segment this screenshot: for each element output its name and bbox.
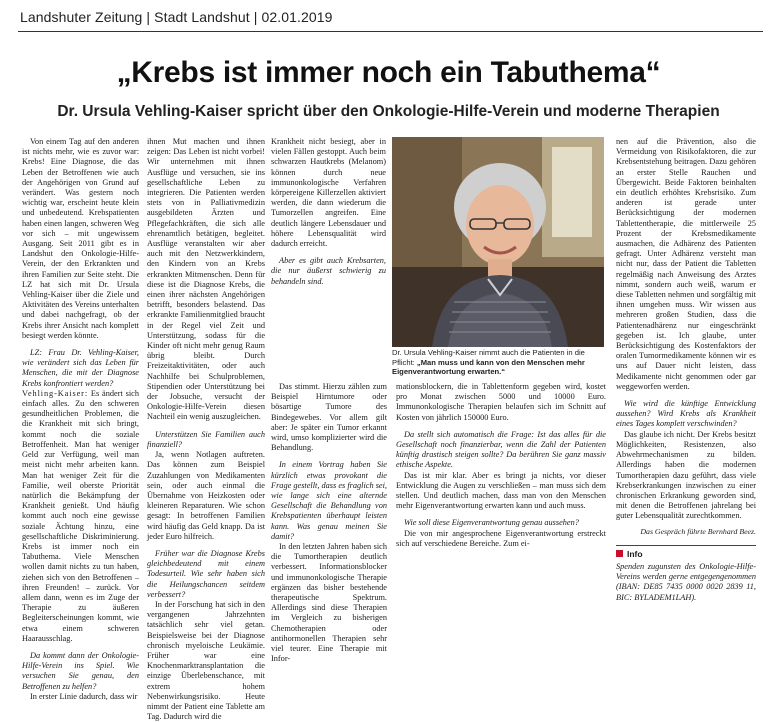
question: Aber es gibt auch Krebsarten, die nur äußerst schwierig zu behandeln sind. — [271, 256, 386, 286]
speaker-name: Vehling-Kaiser: — [22, 388, 89, 398]
column-3-upper — [271, 137, 386, 387]
question: Da stellt sich automatisch die Frage: Ist das alles für die Gesellschaft noch finanzierbar, wenn die Zahl der Patienten künftig drastisch steigen sollte? Da berühren Sie ganz massiv ethische Aspekte. — [396, 429, 606, 470]
article-title: „Krebs ist immer noch ein Tabuthema“ — [116, 56, 661, 89]
caption-quote: „Man muss und kann von den Menschen mehr Eigenverantwortung erwarten.“ — [392, 357, 585, 377]
answer: In der Forschung hat sich in den vergangenen Jahrzehnten tatsächlich sehr viel getan. Beispielsweise bei der Diagnose chronisch myeloische Leukämie. Früher war eine Knochenmarktransplantation die einzige Überlebenschance, mit extrem hohem Nebenwirkungsrisiko. Heute nimmt der Patient eine Tablette am Tag. Dadurch wird die — [147, 599, 265, 722]
photo-caption — [392, 348, 604, 377]
answer: Das stimmt. Hierzu zählen zum Beispiel Hirntumore oder bösartige Tumore des Bindegewebes. Vor allem gilt aber: Je später ein Tumor erkannt wird, umso komplizierter wird die Behandlung. — [271, 382, 387, 453]
newspaper-header: Landshuter Zeitung | Stadt Landshut | 02.01.2019 — [20, 9, 333, 25]
answer: Das ist mir klar. Aber es bringt ja nichts, vor dieser Entwicklung die Augen zu verschließen – man muss sich dem stellen. Und deutlich machen, dass man von den Menschen mehr Eigenverantwortung erwarten kann und auch muss. — [396, 470, 606, 511]
article-subtitle: Dr. Ursula Vehling-Kaiser spricht über den Onkologie-Hilfe-Verein und moderne Therapien — [57, 103, 720, 120]
answer-text: Es ändert sich einfach alles. Zu den schweren gesundheitlichen Problemen, die die Krankheit mit sich bringt, kommt noch die soziale Betroffenheit. Man hat weniger Geld zur Verfügung, weil man meist nicht mehr arbeiten kann. Man hat weniger Zeit für die Familie, weil oberste Priorität natürlich die Bekämpfung der Krankheit genießt. Und häufig kommt auch noch eine gewisse soziale Ächtung hinzu, eine gesellschaftliche Diskriminierung. Krebs ist immer noch ein Tabuthema. Viele Menschen wollen damit nichts zu tun haben, ziehen sich von den Betroffenen – ihren Freunden! – zurück. Vor allem dann, wenn es im Zuge der Therapie zu äußeren Begleiterscheinungen kommt, wie etwa einem schweren Haarausschlag. — [22, 388, 139, 643]
column-1 — [22, 137, 139, 701]
info-box-header — [616, 545, 756, 559]
answer: Das glaube ich nicht. Der Krebs besitzt Möglichkeiten, Resistenzen, also Abwehrmechanismen zu bilden. Allerdings haben die modernen Tumortherapien dazu geführt, dass viele Krebserkrankungen inzwischen zu einer chronischen Erkrankung geworden sind, mit denen die Betroffenen jahrelang bei guter Lebensqualität zurechtkommen. — [616, 429, 756, 521]
question: LZ: Frau Dr. Vehling-Kaiser, wie verändert sich das Leben für Menschen, die mit der Diagnose Krebs konfrontiert werden? — [22, 348, 139, 388]
question: Da kommt dann der Onkologie-Hilfe-Verein ins Spiel. Wie versuchen Sie genau, den Betroffenen zu helfen? — [22, 650, 139, 691]
answer: In den letzten Jahren haben sich die Tumortherapien deutlich verbessert. Informationsblocker und immunonkologische Therapie ergänzen das bisher bestehende therapeutische Spektrum. Allerdings sind diese Therapien im Vergleich zu bisherigen Chemotherapien oder antihormonellen Therapien sehr viel teurer. Eine Therapie mit Infor- — [271, 542, 387, 664]
answer: mationsblockern, die in Tablettenform gegeben wird, kostet pro Monat zwischen 5000 und 10000 Euro. Immunonkologische Therapien belaufen sich im Schnitt auf Kosten von jährlich 150000 Euro. — [396, 382, 606, 422]
answer: nen auf die Prävention, also die Vermeidung von Risikofaktoren, die zur Krebsentstehung beitragen. Dazu gehören an erster Stelle Rauchen und Übergewicht. Beide Faktoren beinhalten ein deutlich erhöhtes Krebsrisiko. Zum anderen ist gerade unter Berücksichtigung der modernen Tablettentherapie, die mittlerweile 25 Prozent der Krebsmedikamente ausmachen, die Adhärenz des Patienten gefragt. Unter Adhärenz versteht man nicht nur, dass der Patient die Tabletten regelmäßig nach Anweisung des Arztes nimmt, sondern auch weiß, warum er diese Tabletten nehmen und sorgfältig mit ihnen umgehen muss. Wir wissen aus mehreren großen Studien, dass die Patientenadhärenz nur eingeschränkt gegeben ist. Ich glaube, unter Berücksichtigung des Kostenfaktors der oralen Tumormedikamente können wir es uns auf Dauer nicht leisten, dass Medikamente nicht genommen oder gar weggeworfen werden. — [616, 137, 756, 391]
answer: Krankheit nicht besiegt, aber in vielen Fällen gestoppt. Auch beim schwarzen Hautkrebs (Melanom) können durch neue immunonkologische Verfahren körpereigene Killerzellen aktiviert werden, die dann wiederum die Tumorzellen angreifen. Eine deutlich längere Lebensdauer und höhere Lebensqualität wird dadurch erreicht. — [271, 137, 386, 249]
portrait-photo — [392, 137, 604, 347]
answer — [22, 389, 139, 644]
question: Wie soll diese Eigenverantwortung genau aussehen? — [404, 518, 579, 528]
answer: Die von mir angesprochene Eigenverantwortung erstreckt sich auf verschiedene Bereiche. Zum ei- — [396, 528, 606, 548]
header-rule — [18, 31, 763, 32]
column-4 — [396, 382, 606, 649]
answer: Ja, wenn Notlagen auftreten. Das können zum Beispiel Zuzahlungen von Medikamenten sein, oder auch einmal die Übernahme von Heizkosten oder kleineren Reparaturen. Wie schon gesagt: In betroffenen Familien wird häufig das Geld knapp. Da ist jeder Euro hilfreich. — [147, 450, 265, 541]
answer: In erster Linie dadurch, dass wir — [30, 691, 138, 701]
info-text: Spenden zugunsten des Onkologie-Hilfe-Vereins werden gerne entgegengenommen (IBAN: DE85 7435 0000 0020 2839 11, BIC: BYLADEM1LAH). — [616, 561, 756, 602]
author-signature: Das Gespräch führte Bernhard Beez. — [640, 526, 756, 536]
question: Wie wird die künftige Entwicklung aussehen? Wird Krebs als Krankheit eines Tages komplett verschwinden? — [616, 399, 756, 429]
column-2 — [147, 137, 265, 722]
question: In einem Vortrag haben Sie kürzlich etwas provokant die Frage gestellt, dass es fraglich sei, wie lange sich eine alternde Gesellschaft die Behandlung von Krebspatienten überhaupt leisten kann. Was genau meinen Sie damit? — [271, 460, 387, 541]
question: Früher war die Diagnose Krebs gleichbedeutend mit einem Todesurteil. Wie sehr haben sich die Heilungschancen seitdem verbessert? — [147, 548, 265, 599]
caption-name: Dr. Ursula Vehling-Kaiser nimmt auch die Patienten in die Pflicht: — [392, 348, 585, 367]
question: Unterstützen Sie Familien auch finanziell? — [147, 429, 265, 449]
answer: ihnen Mut machen und ihnen zeigen: Das Leben ist nicht vorbei! Wir unternehmen mit ihnen Ausflüge und versuchen, sie ins gesellschaftliche Leben zu integrieren. Die Patienten werden stets von in Palliativmedizin ausgebildeten Ärzten und Pflegefachkräften, die sich alle ehrenamtlich betätigen, begleitet. Ausflüge veranstalten wir aber auch mit den Netzwerkkindern, den Kindern von an Krebs erkrankten Mitmenschen. Denn für diese ist die Diagnose Krebs, die einen ihrer nächsten Angehörigen betrifft, besonders belastend. Das erkrankte Familienmitglied braucht in der Regel viel Zeit und Unterstützung, sodass für die Kinder oft nicht mehr genug Raum übrig bleibt. Durch Freizeitaktivitäten, oder auch Nachhilfe bei Schulproblemen, Stipendien oder Unterstützung bei der Jobsuche, versucht der Onkologie-Hilfe-Verein diesen Nachteil ein wenig auszugleichen. — [147, 137, 265, 422]
column-5 — [616, 137, 756, 649]
column-3-lower — [271, 382, 387, 664]
portrait-illustration — [392, 137, 604, 347]
info-square-icon — [616, 550, 623, 557]
info-label: Info — [627, 548, 643, 559]
intro-paragraph: Von einem Tag auf den anderen ist nichts mehr, wie es zuvor war: Krebs! Eine Diagnose, die das Leben der Betroffenen wie auch der Angehörigen von Grund auf verändert. Was gestern noch wichtig war, erscheint heute klein und unbedeutend. Krebspatienten haben einen langen, schweren Weg vor sich – mit ungewissem Ausgang. Seit 2011 gibt es in Landshut den Onkologie-Hilfe-Verein, der den Erkrankten und ihren Familien zur Seite steht. Die LZ hat sich mit Dr. Ursula Vehling-Kaiser über die Ziele und Aktivitäten des Vereins unterhalten und dabei nachgefragt, ob der Krebs ihrer Ansicht nach komplett besiegt werden könnte. — [22, 137, 139, 340]
